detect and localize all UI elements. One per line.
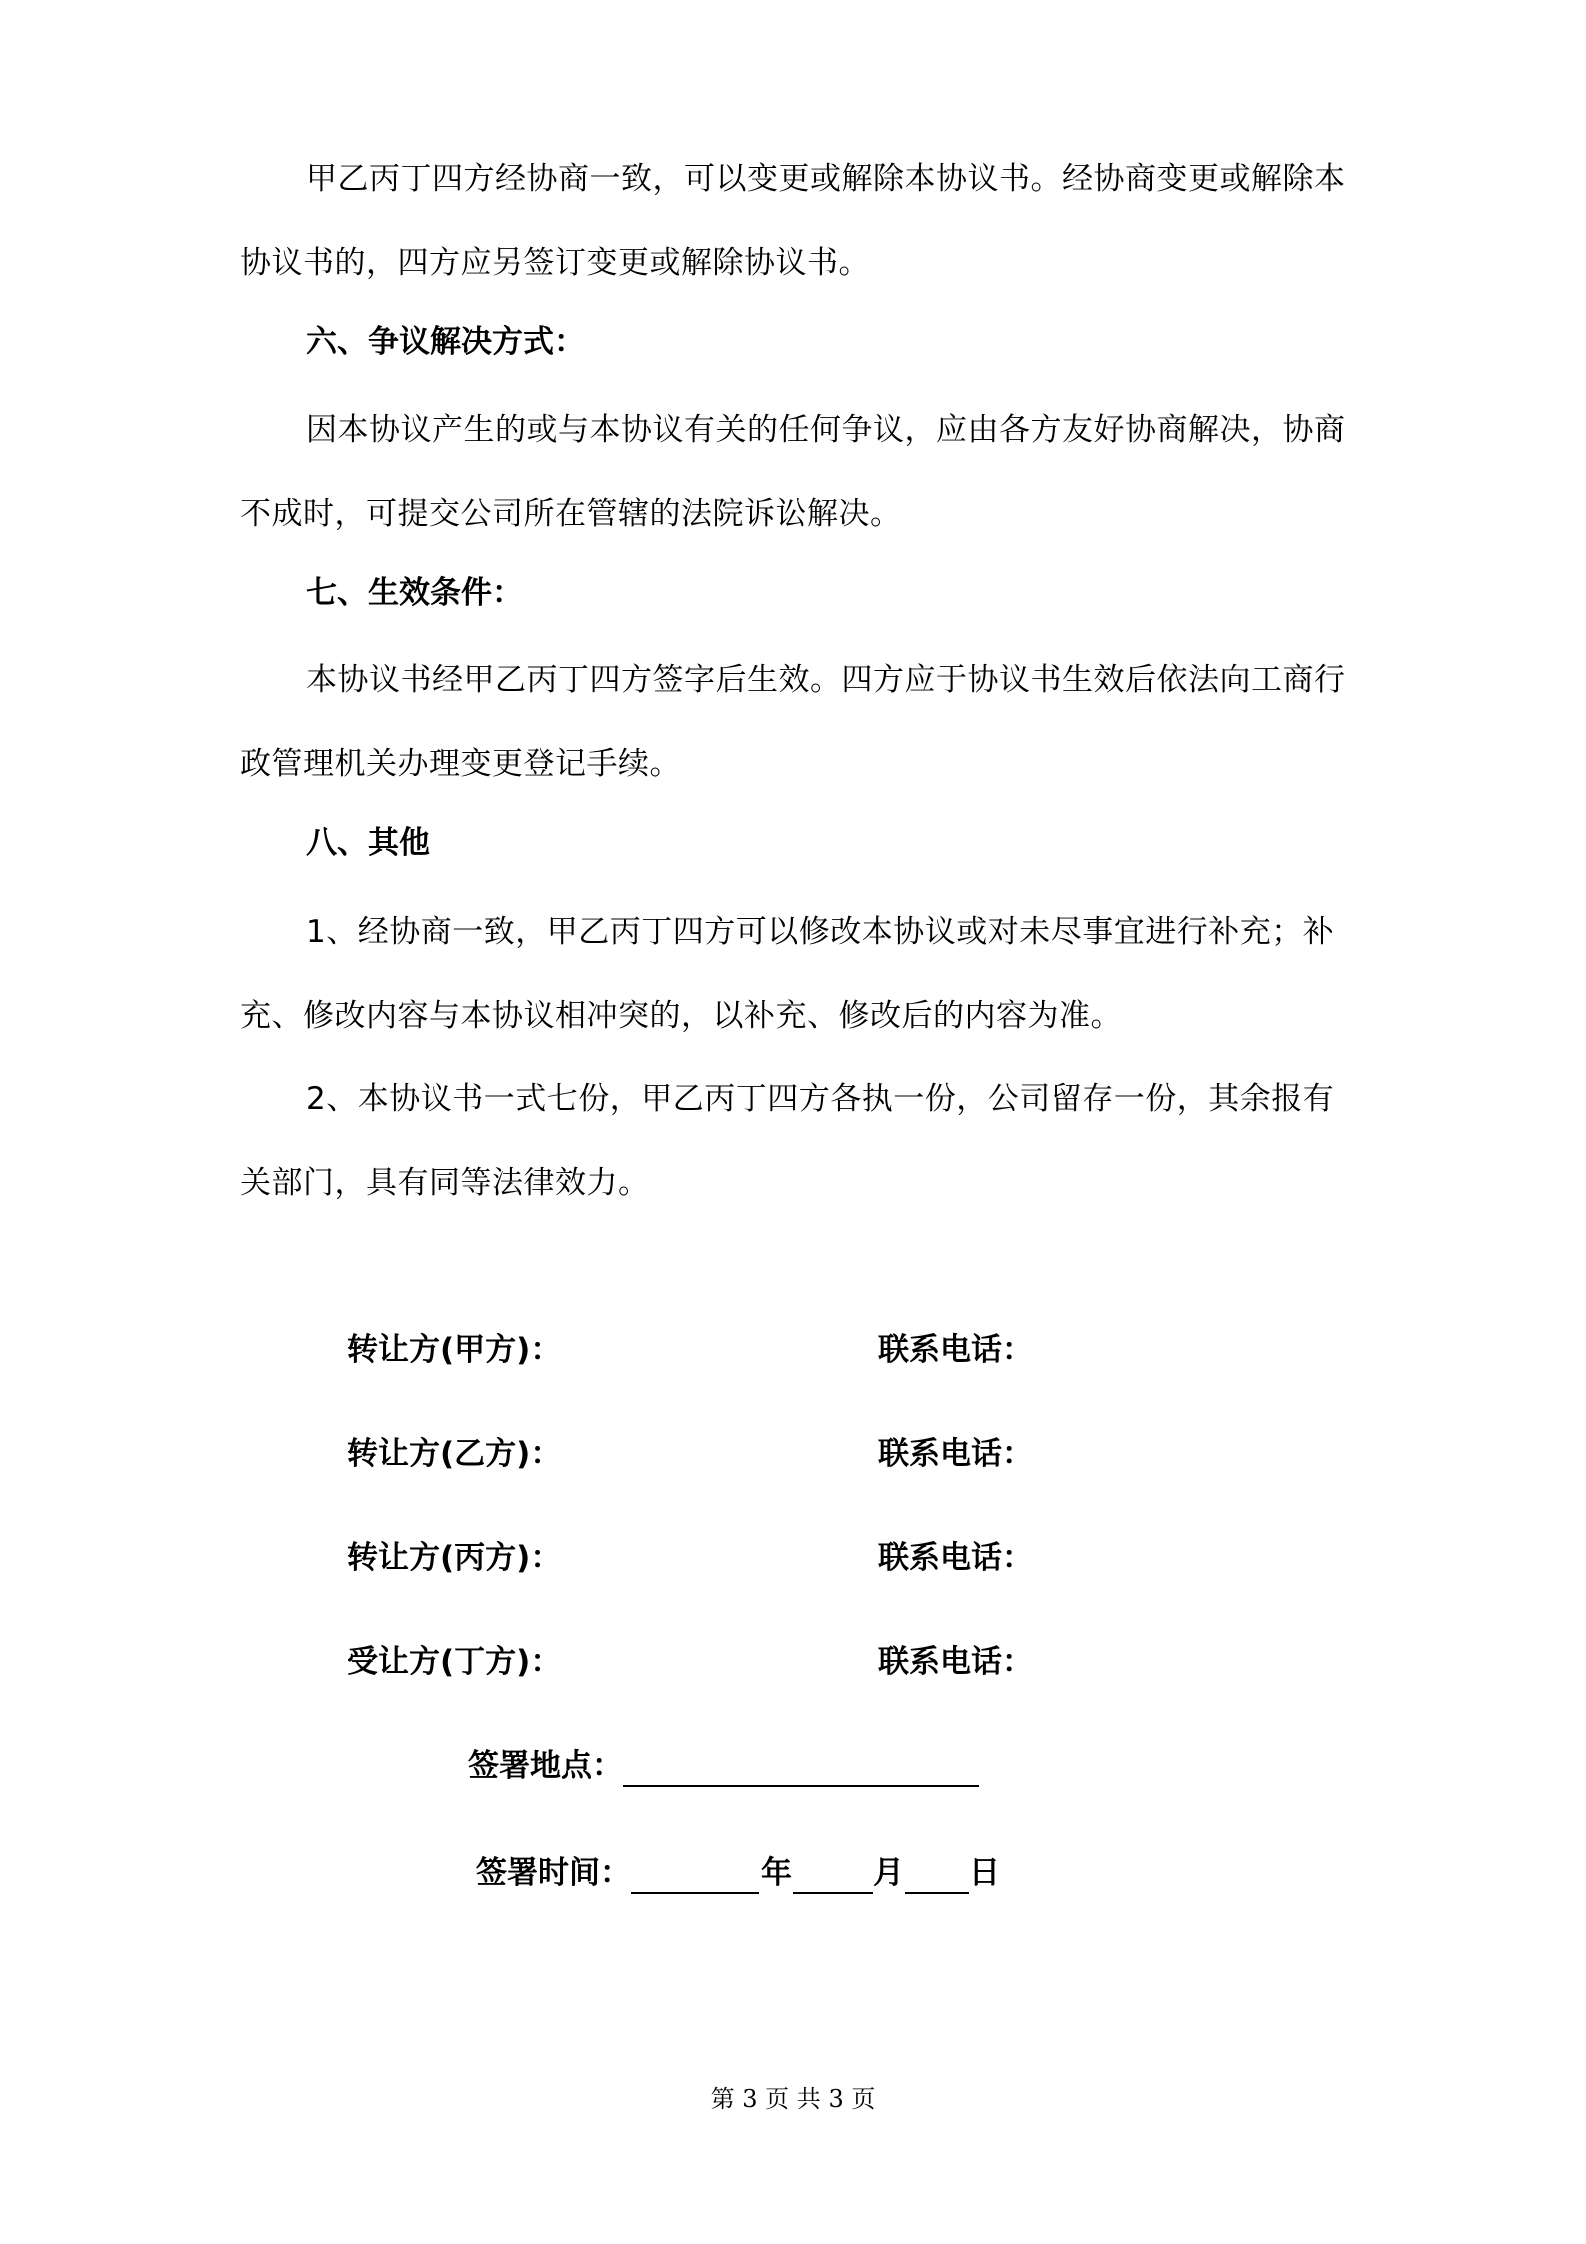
signing-year-line <box>631 1892 759 1894</box>
signing-year-label: 年 <box>761 1855 792 1891</box>
heading-dispute-resolution: 六、争议解决方式： <box>306 324 585 360</box>
signature-party-b-label: 转让方(乙方)： <box>347 1436 562 1472</box>
signing-place-line <box>623 1785 979 1787</box>
page-number-footer: 第 3 页 共 3 页 <box>710 2085 876 2113</box>
paragraph-modify-terminate: 甲乙丙丁四方经协商一致，可以变更或解除本协议书。经协商变更或解除本协议书的，四方应另签订变更或解除协议书。 <box>240 161 1346 281</box>
signature-party-d-label: 受让方(丁方)： <box>347 1644 562 1680</box>
heading-other: 八、其他 <box>306 825 430 861</box>
heading-effective-conditions: 七、生效条件： <box>306 575 523 611</box>
paragraph-other-1: 1、经协商一致，甲乙丙丁四方可以修改本协议或对未尽事宜进行补充；补充、修改内容与本协议相冲突的，以补充、修改后的内容为准。 <box>240 914 1335 1034</box>
signature-party-a-label: 转让方(甲方)： <box>347 1332 562 1368</box>
signature-party-c-label: 转让方(丙方)： <box>347 1540 562 1576</box>
signing-day-line <box>905 1892 969 1894</box>
phone-party-b-label: 联系电话： <box>878 1436 1033 1472</box>
phone-party-c-label: 联系电话： <box>878 1540 1033 1576</box>
signing-month-label: 月 <box>873 1855 904 1891</box>
phone-party-d-label: 联系电话： <box>878 1644 1033 1680</box>
signing-month-line <box>793 1892 873 1894</box>
paragraph-other-2: 2、本协议书一式七份，甲乙丙丁四方各执一份，公司留存一份，其余报有关部门，具有同等法律效力。 <box>240 1081 1335 1201</box>
signing-time-label: 签署时间： <box>476 1855 631 1891</box>
phone-party-a-label: 联系电话： <box>878 1332 1033 1368</box>
signing-place-label: 签署地点： <box>468 1748 623 1784</box>
paragraph-effective-conditions: 本协议书经甲乙丙丁四方签字后生效。四方应于协议书生效后依法向工商行政管理机关办理变更登记手续。 <box>240 662 1346 782</box>
paragraph-dispute-resolution: 因本协议产生的或与本协议有关的任何争议，应由各方友好协商解决，协商不成时，可提交公司所在管辖的法院诉讼解决。 <box>240 412 1346 532</box>
signing-day-label: 日 <box>969 1855 1000 1891</box>
